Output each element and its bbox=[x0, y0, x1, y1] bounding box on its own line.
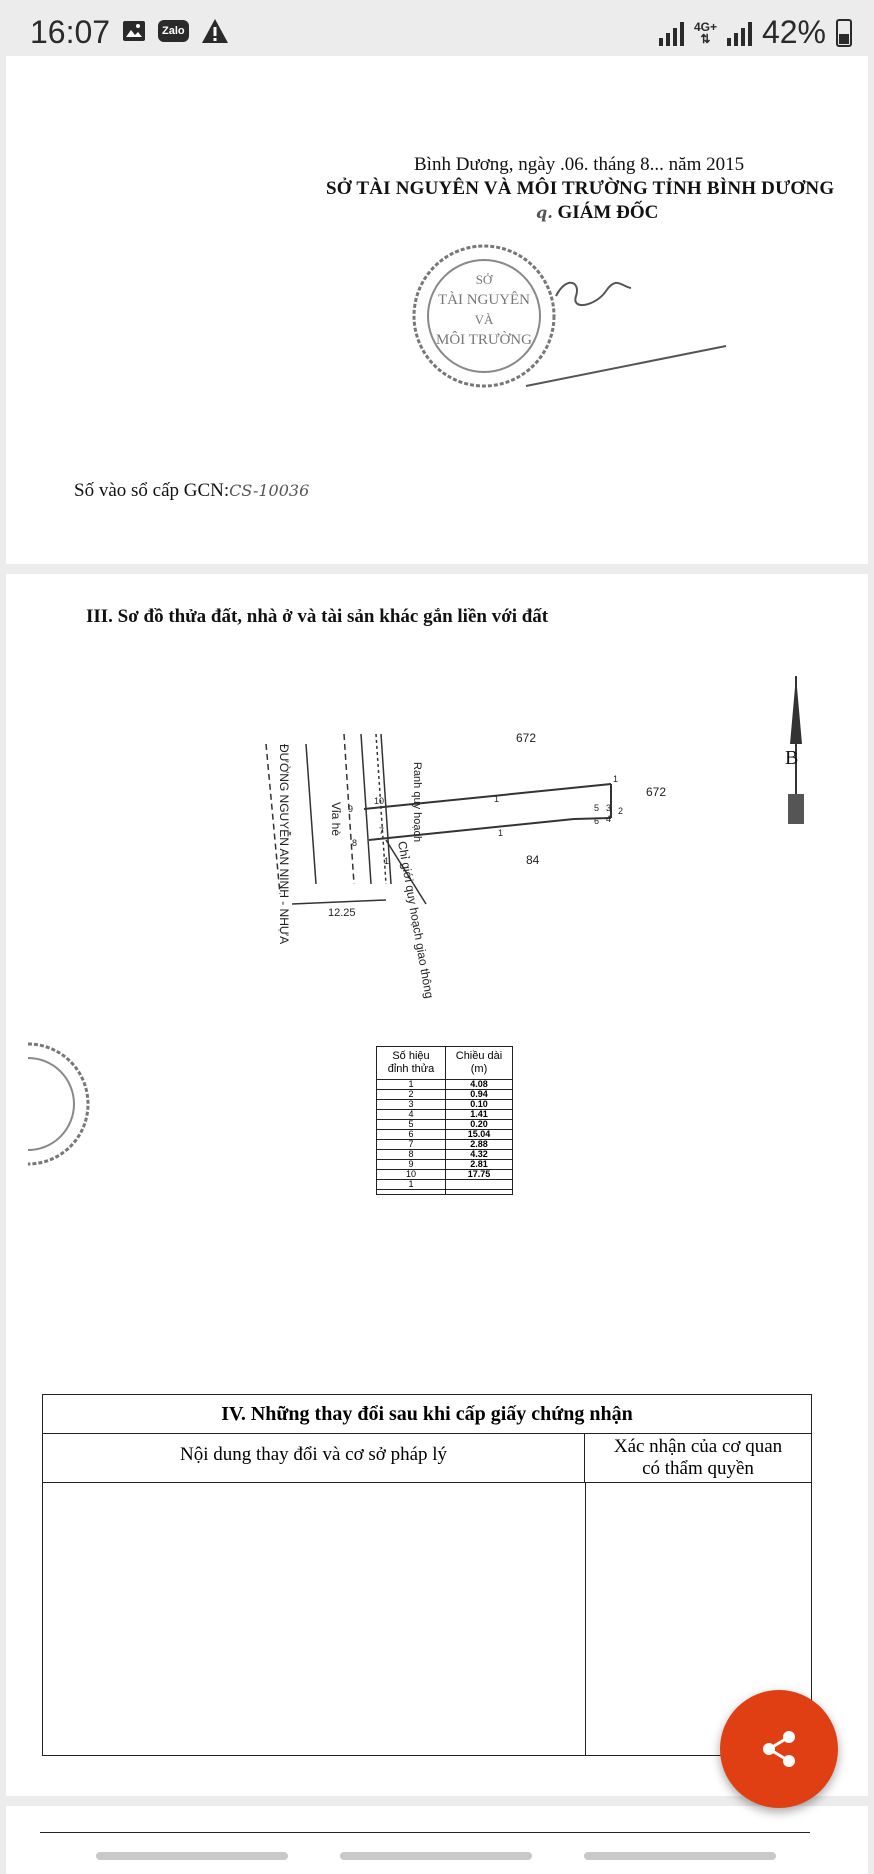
table-row-blank bbox=[377, 1190, 513, 1195]
vertex-10: 10 bbox=[374, 796, 385, 806]
table-row: 1 4.08 bbox=[377, 1080, 513, 1090]
parcel-north-label: 672 bbox=[516, 731, 537, 745]
notification-icons bbox=[122, 18, 229, 44]
width-label: 12.25 bbox=[328, 907, 356, 919]
gcn-number: CS-10036 bbox=[229, 481, 310, 500]
col-length-header: Chiều dài (m) bbox=[446, 1047, 513, 1080]
confirm-column-header: Xác nhận của cơ quan có thẩm quyền bbox=[613, 1436, 783, 1479]
table-row: 10 17.75 bbox=[377, 1170, 513, 1180]
changes-cell bbox=[43, 1483, 586, 1755]
page-pill-1[interactable] bbox=[96, 1852, 288, 1860]
table-row: 2 0.94 bbox=[377, 1090, 513, 1100]
north-arrow-icon bbox=[776, 674, 816, 834]
section-4-title: IV. Những thay đổi sau khi cấp giấy chứng nhận bbox=[43, 1395, 811, 1434]
stamp-line-1: SỞ bbox=[475, 272, 493, 287]
battery-icon bbox=[836, 19, 852, 47]
table-row: 9 2.81 bbox=[377, 1160, 513, 1170]
status-time: 16:07 bbox=[30, 14, 111, 50]
table-row: 4 1.41 bbox=[377, 1110, 513, 1120]
signature bbox=[526, 283, 726, 386]
north-label: B bbox=[785, 747, 799, 769]
share-icon bbox=[757, 1727, 801, 1771]
stamp-line-4: MÔI TRƯỜNG bbox=[436, 332, 532, 348]
road-label: ĐƯỜNG NGUYỄN AN NINH - NHỰA bbox=[277, 744, 291, 945]
stamp-line-3: VÀ bbox=[474, 312, 494, 327]
vertex-5: 5 bbox=[594, 803, 600, 813]
image-icon bbox=[122, 19, 146, 43]
parcel-south-label: 84 bbox=[526, 853, 540, 867]
changes-table bbox=[42, 1394, 812, 1756]
table-row: 8 4.32 bbox=[377, 1150, 513, 1160]
gcn-register-number: Số vào sổ cấp GCN:CS-10036 bbox=[74, 480, 310, 501]
section-3-title: III. Sơ đồ thửa đất, nhà ở và tài sản khác gắn liền với đất bbox=[86, 606, 549, 627]
page-pill-2[interactable] bbox=[340, 1852, 532, 1860]
battery-percent: 42% bbox=[761, 14, 826, 50]
table-row: 5 0.20 bbox=[377, 1120, 513, 1130]
zalo-icon: Zalo bbox=[158, 20, 189, 42]
director-title: q. GIÁM ĐỐC bbox=[536, 202, 659, 223]
page-indicator bbox=[0, 1852, 874, 1864]
share-button[interactable] bbox=[720, 1690, 838, 1808]
sidewalk-label: Vỉa hè bbox=[329, 802, 343, 837]
director-prefix: q. bbox=[536, 203, 553, 222]
inner-mark-1: 1 bbox=[494, 794, 500, 804]
warning-icon bbox=[201, 18, 229, 44]
table-row: 6 15.04 bbox=[377, 1130, 513, 1140]
parcel-east-label: 672 bbox=[646, 785, 667, 799]
signal-icon bbox=[659, 20, 684, 46]
coordinate-table bbox=[376, 1046, 513, 1195]
document-page-1 bbox=[6, 56, 868, 564]
page3-table-edge bbox=[40, 1832, 810, 1833]
document-page-2 bbox=[6, 574, 868, 1796]
issue-date: Bình Dương, ngày .06. tháng 8... năm 2015 bbox=[414, 154, 745, 175]
vertex-1: 1 bbox=[613, 774, 619, 784]
table-row: 7 2.88 bbox=[377, 1140, 513, 1150]
col-point-header: Số hiệu đỉnh thửa bbox=[377, 1047, 446, 1080]
table-row: 3 0.10 bbox=[377, 1100, 513, 1110]
network-type: 4G+ ⇅ bbox=[693, 19, 717, 46]
table-row: 1 bbox=[377, 1180, 513, 1190]
inner-mark-2: 1 bbox=[498, 828, 504, 838]
issuing-agency: SỞ TÀI NGUYÊN VÀ MÔI TRƯỜNG TỈNH BÌNH DƯƠNG bbox=[326, 178, 835, 199]
vertex-6: 6 bbox=[594, 816, 600, 826]
planning-edge-label: Ranh quy hoạch bbox=[411, 762, 423, 843]
traffic-line-label: Chỉ giới quy hoạch giao thông bbox=[395, 840, 437, 1000]
vertex-3: 3 bbox=[606, 803, 612, 813]
vertex-7: 7 bbox=[379, 826, 385, 836]
inner-mark-3: 1 bbox=[384, 856, 390, 866]
partial-stamp bbox=[28, 1034, 88, 1174]
status-bar bbox=[0, 0, 874, 62]
vertex-8: 8 bbox=[352, 838, 358, 848]
page-pill-3[interactable] bbox=[584, 1852, 776, 1860]
official-stamp bbox=[406, 236, 676, 396]
vertex-9: 9 bbox=[348, 804, 354, 814]
signal-icon-2 bbox=[727, 20, 752, 46]
stamp-line-2: TÀI NGUYÊN bbox=[437, 292, 531, 308]
vertex-2: 2 bbox=[618, 806, 624, 816]
changes-column-header: Nội dung thay đổi và cơ sở pháp lý bbox=[43, 1434, 585, 1482]
parcel-sketch bbox=[236, 694, 667, 1000]
vertex-4: 4 bbox=[606, 814, 612, 824]
